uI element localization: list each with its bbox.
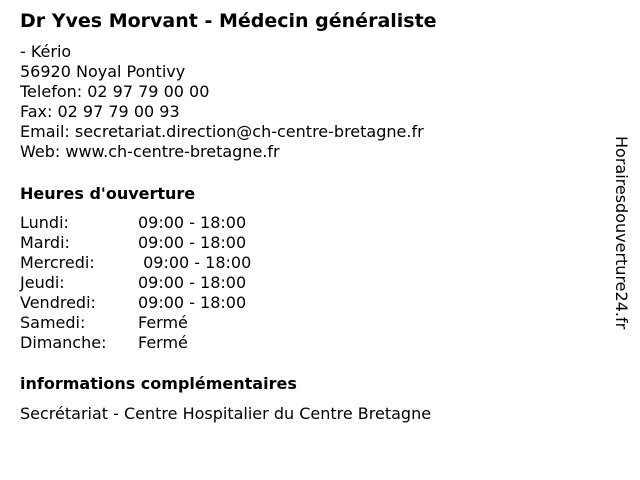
hours-time: 09:00 - 18:00 (138, 293, 247, 312)
hours-table (20, 213, 252, 353)
hours-row (20, 253, 252, 273)
hours-day: Lundi: (20, 213, 69, 232)
hours-time: Fermé (138, 333, 188, 352)
hours-day: Vendredi: (20, 293, 96, 312)
hours-row (20, 273, 247, 293)
hours-row (20, 293, 247, 313)
address-city: 56920 Noyal Pontivy (20, 62, 186, 81)
info-heading: informations complémentaires (20, 374, 297, 393)
hours-time: 09:00 - 18:00 (138, 273, 247, 292)
hours-row (20, 213, 247, 233)
hours-time: Fermé (138, 313, 188, 332)
email-line: Email: secretariat.direction@ch-centre-bretagne.fr (20, 122, 424, 141)
hours-day: Jeudi: (20, 273, 65, 292)
contact-block (20, 42, 424, 162)
hours-row (20, 333, 188, 353)
web-line: Web: www.ch-centre-bretagne.fr (20, 142, 280, 161)
info-text: Secrétariat - Centre Hospitalier du Centre Bretagne (20, 404, 432, 423)
site-watermark: Horairesdouverture24.fr (612, 136, 631, 330)
hours-day: Dimanche: (20, 333, 107, 352)
hours-day: Samedi: (20, 313, 86, 332)
hours-time: 09:00 - 18:00 (138, 233, 247, 252)
page-title: Dr Yves Morvant - Médecin généraliste (20, 10, 437, 32)
hours-time: 09:00 - 18:00 (138, 213, 247, 232)
hours-row (20, 233, 247, 253)
phone-line: Telefon: 02 97 79 00 00 (20, 82, 210, 101)
hours-time: 09:00 - 18:00 (138, 253, 252, 272)
hours-day: Mercredi: (20, 253, 95, 272)
hours-day: Mardi: (20, 233, 70, 252)
hours-heading: Heures d'ouverture (20, 184, 196, 203)
hours-row (20, 313, 188, 333)
address-line: - Kério (20, 42, 72, 61)
fax-line: Fax: 02 97 79 00 93 (20, 102, 180, 121)
